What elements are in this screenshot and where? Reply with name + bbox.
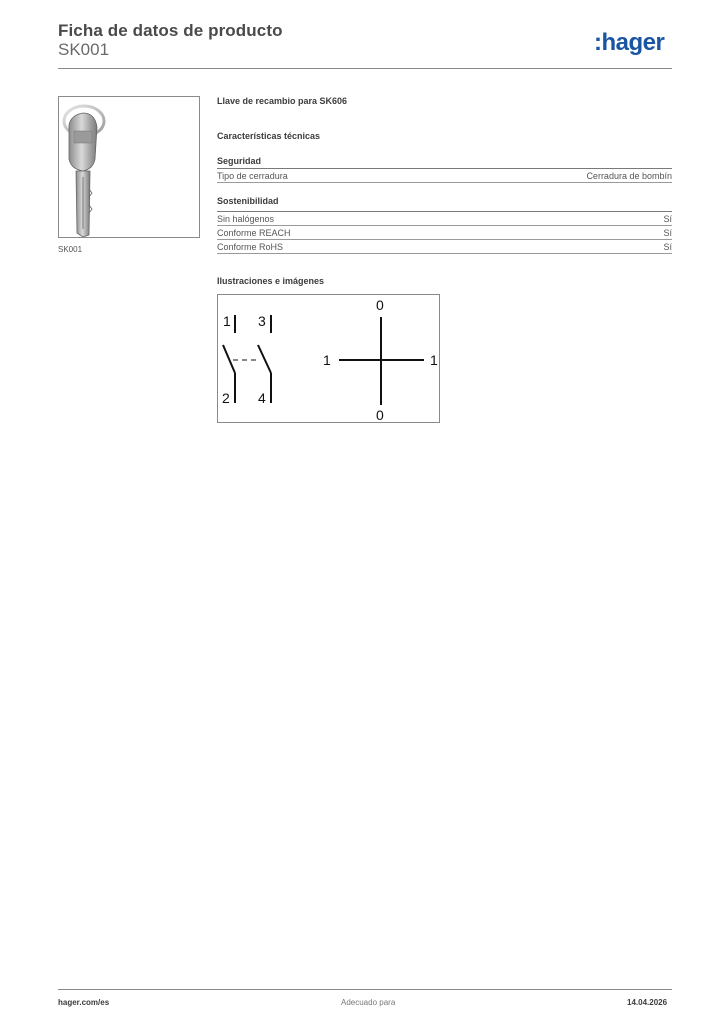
footer-website[interactable]: hager.com/es [58, 998, 110, 1007]
group-title-sustainability: Sostenibilidad [217, 196, 279, 206]
footer-suitability: Adecuado para [341, 998, 396, 1007]
spec-row [217, 169, 672, 183]
footer-date: 14.04.2026 [627, 998, 668, 1007]
position-label: 1 [323, 352, 331, 368]
hager-logo [594, 26, 674, 58]
product-photo [58, 96, 200, 238]
terminal-label: 2 [222, 390, 230, 406]
specs-heading: Características técnicas [217, 131, 321, 141]
terminal-label: 4 [258, 390, 266, 406]
logo-text: :hager [594, 29, 665, 56]
terminal-label: 3 [258, 313, 266, 329]
footer-divider [58, 989, 672, 990]
spec-label: Conforme RoHS [217, 241, 284, 252]
group-title-security: Seguridad [217, 156, 262, 166]
product-description: Llave de recambio para SK606 [217, 96, 348, 106]
switch-schematic [218, 295, 439, 422]
spec-row [217, 212, 672, 226]
spec-row [217, 240, 672, 254]
wiring-diagram [217, 294, 440, 423]
product-code: SK001 [58, 40, 110, 59]
header-divider [58, 68, 672, 69]
page-title: Ficha de datos de producto [58, 21, 283, 40]
spec-label: Conforme REACH [217, 227, 291, 238]
spec-value: Sí [663, 213, 672, 224]
key-icon [59, 97, 199, 237]
spec-value: Cerradura de bombín [586, 170, 672, 181]
spec-value: Sí [663, 227, 672, 238]
photo-caption: SK001 [58, 245, 83, 254]
illustrations-heading: Ilustraciones e imágenes [217, 276, 325, 286]
spec-row [217, 226, 672, 240]
position-label: 1 [430, 352, 438, 368]
spec-value: Sí [663, 241, 672, 252]
position-label: 0 [376, 407, 384, 422]
terminal-label: 1 [223, 313, 231, 329]
spec-label: Tipo de cerradura [217, 170, 288, 181]
spec-label: Sin halógenos [217, 213, 275, 224]
position-label: 0 [376, 297, 384, 313]
